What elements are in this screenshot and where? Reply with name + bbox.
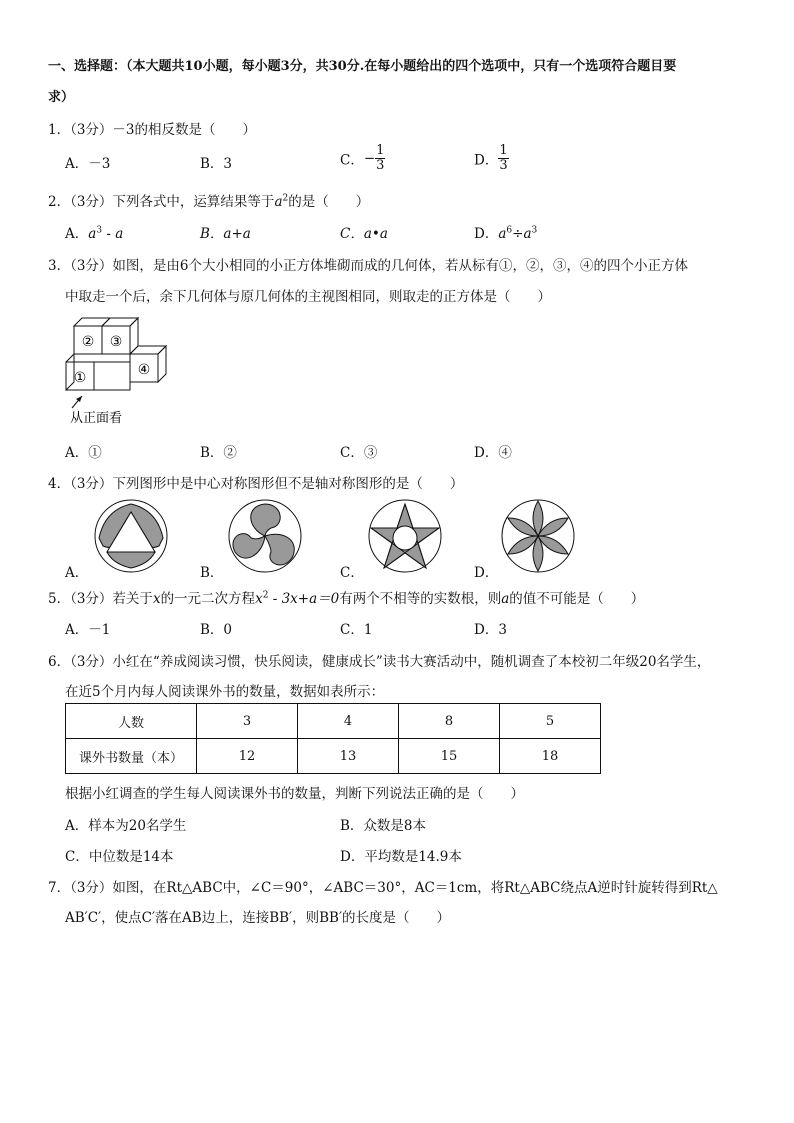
q5-option-a[interactable]: A．－1 xyxy=(65,622,111,638)
q3-option-d[interactable]: D．④ xyxy=(474,445,512,461)
q5-stem-pre: 5．（3分）若关于 xyxy=(48,591,153,607)
triangle-in-circle-figure xyxy=(93,498,169,574)
q4-figure-d xyxy=(500,498,576,578)
q1-option-a[interactable]: A．－3 xyxy=(65,156,111,172)
fraction xyxy=(498,144,508,173)
numerator: 1 xyxy=(499,143,508,158)
equation-rest: - 3x+a＝0 xyxy=(268,591,340,607)
table-row xyxy=(66,739,601,774)
q2-option-b[interactable]: B．a+a xyxy=(200,226,251,242)
q4-figure-b xyxy=(227,498,303,578)
q3-cube-figure xyxy=(60,312,200,427)
q5-option-d[interactable]: D．3 xyxy=(474,622,507,638)
cube-label-3: ③ xyxy=(109,334,123,350)
var-x: x xyxy=(152,591,161,607)
cube-label-4: ④ xyxy=(137,362,151,378)
row-header: 课外书数量（本） xyxy=(66,739,197,774)
exponent: 3 xyxy=(531,225,538,236)
q2-option-d[interactable] xyxy=(474,222,537,242)
six-petal-flower-figure xyxy=(500,498,576,574)
option-rest: - a xyxy=(102,226,124,242)
q2-stem-pre: 2．（3分）下列各式中，运算结果等于 xyxy=(48,194,275,210)
fraction xyxy=(375,144,385,173)
cube-stack-diagram xyxy=(60,312,200,427)
table-cell: 15 xyxy=(399,739,500,774)
q5-stem-post2: 的值不可能是（ ） xyxy=(509,591,645,607)
option-label: C． xyxy=(340,152,364,169)
q6-stem-line2: 在近5个月内每人阅读课外书的数量，数据如表所示： xyxy=(65,684,385,700)
numerator: 1 xyxy=(376,143,385,158)
cube-label-2: ② xyxy=(81,334,95,350)
var-a: a xyxy=(501,591,510,607)
q2-option-c[interactable]: C．a•a xyxy=(340,226,388,242)
section-header-line2: 求） xyxy=(48,90,75,105)
q7-stem-line2: AB′C′，使点C′落在AB边上，连接BB′，则BB′的长度是（ ） xyxy=(65,910,451,926)
q4-option-c[interactable]: C． xyxy=(340,565,364,581)
var-a: a xyxy=(274,194,283,210)
q1-option-c[interactable] xyxy=(340,144,385,173)
q3-option-c[interactable]: C．③ xyxy=(340,445,378,461)
section-header-line1: 一、选择题：（本大题共10小题，每小题3分，共30分.在每小题给出的四个选项中，只有一个选项符合题目要 xyxy=(48,59,677,74)
option-label: D． xyxy=(474,226,499,242)
q1-stem: 1．（3分）－3的相反数是（ ） xyxy=(48,122,257,138)
q3-option-b[interactable]: B．② xyxy=(200,445,237,461)
table-row xyxy=(66,704,601,739)
q4-stem: 4．（3分）下列图形中是中心对称图形但不是轴对称图形的是（ ） xyxy=(48,476,464,492)
q3-stem-line2: 中取走一个后，余下几何体与原几何体的主视图相同，则取走的正方体是（ ） xyxy=(65,289,551,305)
table-cell: 13 xyxy=(298,739,399,774)
q5-stem-post1: 有两个不相等的实数根，则 xyxy=(339,591,502,607)
table-cell: 18 xyxy=(500,739,601,774)
star-in-circle-figure xyxy=(367,498,443,574)
q6-option-d[interactable]: D．平均数是14.9本 xyxy=(340,849,462,865)
table-cell: 8 xyxy=(399,704,500,739)
table-cell: 4 xyxy=(298,704,399,739)
exponent: 2 xyxy=(262,590,269,601)
q4-option-a[interactable]: A． xyxy=(65,565,89,581)
q6-stem-line3: 根据小红调查的学生每人阅读课外书的数量，判断下列说法正确的是（ ） xyxy=(65,786,524,802)
q2-option-a[interactable] xyxy=(65,222,123,242)
minus-sign: − xyxy=(363,150,376,167)
exponent: 3 xyxy=(96,225,103,236)
q4-figure-a xyxy=(93,498,169,578)
q5-stem xyxy=(48,587,644,607)
q4-figure-c xyxy=(367,498,443,578)
divide-sign: ÷ xyxy=(512,226,524,242)
q3-stem-line1: 3．（3分）如图，是由6个大小相同的小正方体堆砌而成的几何体，若从标有①，②，③，④的四个小正方体 xyxy=(48,258,689,274)
row-header: 人数 xyxy=(66,704,197,739)
q4-option-d[interactable]: D． xyxy=(474,565,499,581)
q5-stem-mid: 的一元二次方程 xyxy=(160,591,256,607)
q5-option-c[interactable]: C．1 xyxy=(340,622,373,638)
cube-label-1: ① xyxy=(73,370,87,386)
reading-data-table xyxy=(65,703,601,774)
option-label: A． xyxy=(65,226,89,242)
option-label: D． xyxy=(474,152,499,169)
table-cell: 3 xyxy=(197,704,298,739)
q5-option-b[interactable]: B．0 xyxy=(200,622,233,638)
q6-stem-line1: 6．（3分）小红在“养成阅读习惯，快乐阅读，健康成长”读书大赛活动中，随机调查了本校初二年级20名学生， xyxy=(48,654,711,670)
var-a: a xyxy=(523,226,532,242)
table-cell: 5 xyxy=(500,704,601,739)
table-cell: 12 xyxy=(197,739,298,774)
var-a: a xyxy=(498,226,507,242)
q1-option-b[interactable]: B．3 xyxy=(200,156,233,172)
q1-option-d[interactable] xyxy=(474,144,509,173)
q2-stem xyxy=(48,190,369,210)
q3-option-a[interactable]: A．① xyxy=(65,445,102,461)
exponent: 6 xyxy=(506,225,513,236)
denominator: 3 xyxy=(499,158,508,173)
q4-option-b[interactable]: B． xyxy=(200,565,224,581)
var-x: x xyxy=(255,591,263,607)
denominator: 3 xyxy=(376,158,385,173)
q6-option-c[interactable]: C．中位数是14本 xyxy=(65,849,174,865)
var-a: a xyxy=(88,226,97,242)
exponent: 2 xyxy=(282,193,289,204)
three-swirl-figure xyxy=(227,498,303,574)
figure-caption: 从正面看 xyxy=(70,411,123,426)
q7-stem-line1: 7．（3分）如图，在Rt△ABC中，∠C＝90°，∠ABC＝30°，AC＝1cm，将Rt△ABC绕点A逆时针旋转得到Rt△ xyxy=(48,880,718,896)
q6-option-b[interactable]: B．众数是8本 xyxy=(340,818,427,834)
q6-option-a[interactable]: A．样本为20名学生 xyxy=(65,818,187,834)
q2-stem-post: 的是（ ） xyxy=(288,194,370,210)
